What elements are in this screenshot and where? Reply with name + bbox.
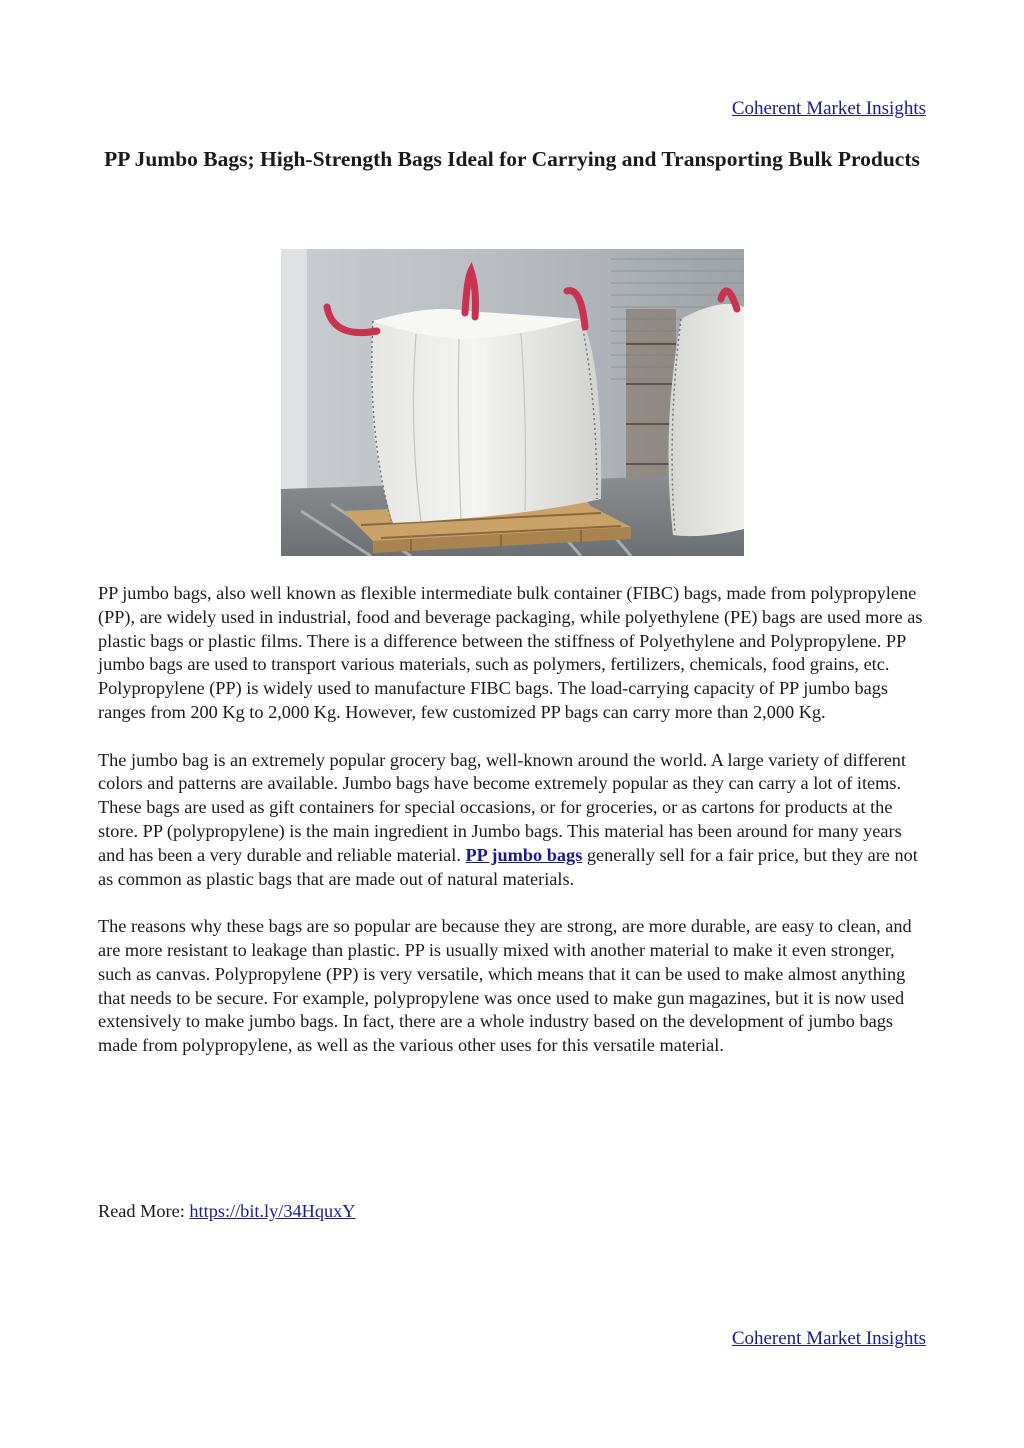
read-more	[98, 1199, 355, 1223]
paragraph-1: PP jumbo bags, also well known as flexible intermediate bulk container (FIBC) bags, made from polypropylene (PP), are widely used in industrial, food and beverage packaging, while polyethylene (PE) bags are used more as plastic bags or plastic films. There is a difference between the stiffness of Polyethylene and Polypropylene. PP jumbo bags are used to transport various materials, such as polymers, fertilizers, chemicals, food grains, etc. Polypropylene (PP) is widely used to manufacture FIBC bags. The load-carrying capacity of PP jumbo bags ranges from 200 Kg to 2,000 Kg. However, few customized PP bags can carry more than 2,000 Kg.	[98, 583, 923, 722]
page-title: PP Jumbo Bags; High-Strength Bags Ideal for Carrying and Transporting Bulk Products	[104, 147, 920, 171]
paragraph-2-text-after: generally sell for a fair price, but they are not as common as plastic bags that are made out of natural materials.	[98, 844, 918, 889]
pp-jumbo-bags-link[interactable]: PP jumbo bags	[465, 844, 583, 865]
read-more-link[interactable]: https://bit.ly/34HquxY	[189, 1201, 356, 1221]
footer-brand-link[interactable]: Coherent Market Insights	[731, 1328, 926, 1349]
article-body	[98, 582, 928, 1082]
header-brand-link[interactable]: Coherent Market Insights	[731, 98, 926, 119]
paragraph-2	[98, 749, 928, 892]
read-more-label: Read More:	[98, 1201, 190, 1221]
paragraph-2-text-before: The jumbo bag is an extremely popular grocery bag, well-known around the world. A large variety of different colors and patterns are available. Jumbo bags have become extremely popular as they can carry a lot of items. These bags are used as gift containers for special occasions, or for groceries, or as cartons for products at the store. PP (polypropylene) is the main ingredient in Jumbo bags. This material has been around for many years and has been a very durable and reliable material.	[98, 749, 907, 865]
jumbo-bag-photo	[281, 249, 744, 556]
paragraph-3: The reasons why these bags are so popular are because they are strong, are more durable, are easy to clean, and are more resistant to leakage than plastic. PP is usually mixed with another material to make it even stronger, such as canvas. Polypropylene (PP) is very versatile, which means that it can be used to make almost anything that needs to be secure. For example, polypropylene was once used to make gun magazines, but it is now used extensively to make jumbo bags. In fact, there are a whole industry based on the development of jumbo bags made from polypropylene, as well as the various other uses for this versatile material.	[98, 916, 912, 1056]
